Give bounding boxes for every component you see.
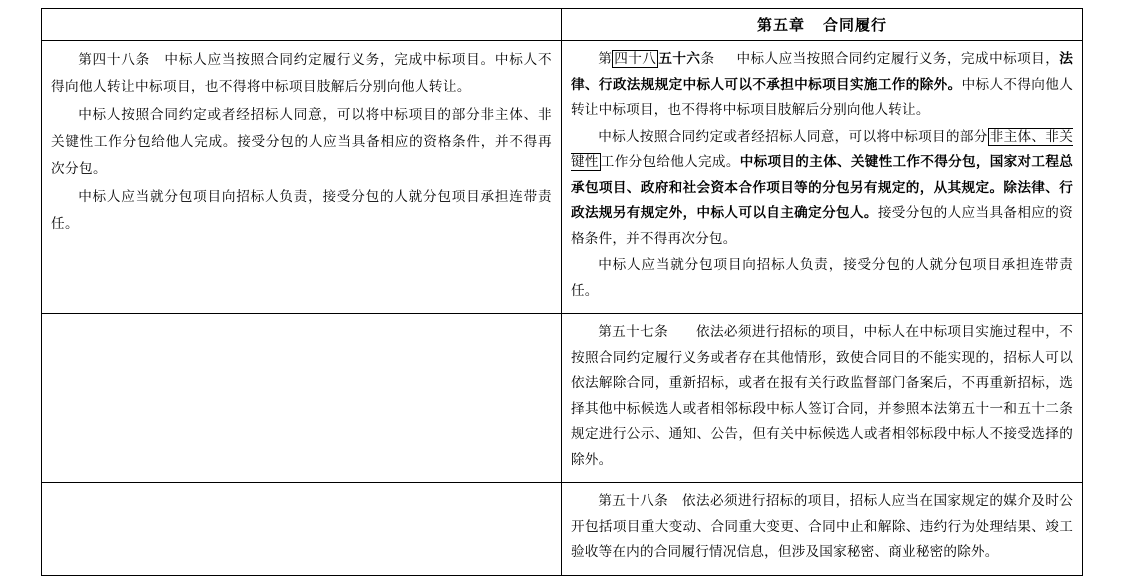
table-row (42, 41, 1083, 314)
revised-paragraph-3: 中标人应当就分包项目向招标人负责，接受分包的人就分包项目承担连带责任。 (571, 257, 1073, 299)
chapter-title-prefix: 第五章 (756, 16, 805, 34)
revised-p2-text-3: 接受分包的人应当具备相应的资格条件，并不得再次分包。 (571, 205, 1073, 247)
original-paragraph-1: 第四十八条 中标人应当按照合同约定履行义务，完成中标项目。中标人不得向他人转让中标项目，也不得将中标项目肢解后分别向他人转让。 (51, 52, 552, 95)
original-empty-cell-57 (42, 314, 562, 483)
revised-paragraph-2 (571, 125, 1073, 253)
table-row (42, 483, 1083, 576)
original-paragraph-2: 中标人按照合同约定或者经招标人同意，可以将中标项目的部分非主体、非关键性工作分包给他人完成。接受分包的人应当具备相应的资格条件，并不得再次分包。 (51, 107, 552, 177)
revised-p2-text-2: 工作分包给他人完成。 (600, 154, 740, 170)
revised-article-58-paragraph: 第五十八条 依法必须进行招标的项目，招标人应当在国家规定的媒介及时公开包括项目重大变动、合同重大变更、合同中止和解除、违约行为处理结果、竣工验收等在内的合同履行情况信息，但涉及国家秘密、商业秘密的除外。 (571, 493, 1073, 560)
new-article-number: 五十六 (658, 51, 701, 67)
law-comparison-table (41, 8, 1083, 576)
deleted-article-number: 四十八 (614, 51, 657, 67)
original-empty-cell-58 (42, 483, 562, 576)
chapter-title-name: 合同履行 (823, 16, 888, 34)
revised-p1-text-1: 中标人应当按照合同约定履行义务，完成中标项目， (736, 51, 1060, 67)
table-row-header (42, 9, 1083, 41)
revised-article-56-cell (562, 41, 1083, 314)
original-paragraph-3: 中标人应当就分包项目向招标人负责，接受分包的人就分包项目承担连带责任。 (51, 189, 552, 232)
revised-p1-text-2: 中标人不得向他人转让中标项目，也不得将中标项目肢解后分别向他人转让。 (571, 76, 1073, 118)
deleted-phrase-1: 非主体、非关键性 (571, 128, 1073, 170)
revised-article-57-cell (562, 314, 1083, 483)
article-suffix: 条 (700, 51, 715, 67)
original-article-48-cell (42, 41, 562, 314)
header-left-empty-cell (42, 9, 562, 41)
revised-paragraph-1 (571, 47, 1073, 124)
revised-article-57-paragraph: 第五十七条 依法必须进行招标的项目，中标人在中标项目实施过程中，不按照合同约定履行义务或者存在其他情形，致使合同目的不能实现的，招标人可以依法解除合同，重新招标，或者在报有关行政监督部门备案后，不再重新招标，选择其他中标候选人或者相邻标段中标人签订合同，并参照本法第五十一和五十二条规定进行公示、通知、公告，但有关中标候选人或者相邻标段中标人不接受选择的除外。 (571, 324, 1073, 468)
revised-p2-text-1: 中标人按照合同约定或者经招标人同意，可以将中标项目的部分 (598, 128, 988, 145)
revised-article-58-cell (562, 483, 1083, 576)
chapter-title-cell (562, 9, 1083, 41)
revised-p2-bold-1: 中标项目的主体、关键性工作不得分包，国家对工程总承包项目、政府和社会资本合作项目等的分包另有规定的，从其规定。除法律、行政法规另有规定外，中标人可以自主确定分包人。 (571, 154, 1074, 221)
article-lead: 第 (598, 51, 613, 67)
revised-p1-bold-1: 法律、行政法规规定中标人可以不承担中标项目实施工作的除外。 (571, 51, 1074, 93)
table-row (42, 314, 1083, 483)
